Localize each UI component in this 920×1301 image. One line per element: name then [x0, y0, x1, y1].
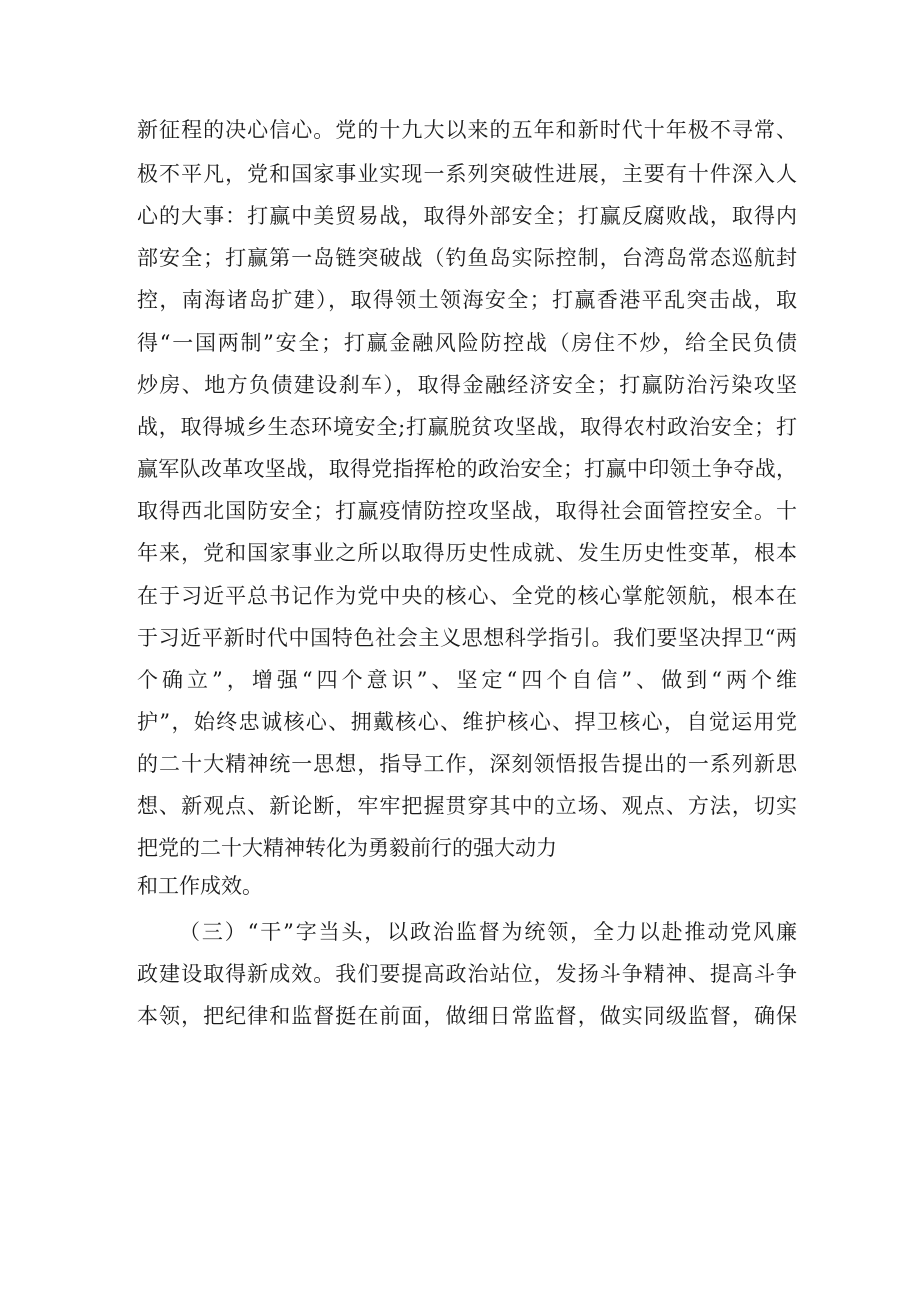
- text-line: 得“一国两制”安全；打赢金融风险防控战（房住不炒，给全民负债: [137, 331, 797, 355]
- text-line: 心的大事：打赢中美贸易战，取得外部安全；打赢反腐败战，取得内: [137, 204, 797, 228]
- text-line: 把党的二十大精神转化为勇毅前行的强大动力: [137, 836, 557, 860]
- text-line: 年来，党和国家事业之所以取得历史性成就、发生历史性变革，根本: [137, 541, 797, 565]
- text-line: 极不平凡，党和国家事业实现一系列突破性进展，主要有十件深入人: [137, 162, 797, 186]
- text-line: 部安全；打赢第一岛链突破战（钓鱼岛实际控制，台湾岛常态巡航封: [137, 246, 797, 270]
- text-line: 政建设取得新成效。我们要提高政治站位，发扬斗争精神、提高斗争: [137, 962, 797, 986]
- text-line: 护”，始终忠诚核心、拥戴核心、维护核心、捍卫核心，自觉运用党: [137, 710, 797, 734]
- text-line: 新征程的决心信心。党的十九大以来的五年和新时代十年极不寻常、: [137, 118, 797, 142]
- text-line: 在于习近平总书记作为党中央的核心、全党的核心掌舵领航，根本在: [137, 584, 797, 608]
- text-line: 本领，把纪律和监督挺在前面，做细日常监督，做实同级监督，确保: [137, 1004, 797, 1028]
- text-line: 和工作成效。: [137, 874, 263, 898]
- paragraph-heading-line: （三）“干”字当头，以政治监督为统领，全力以赴推动党风廉: [179, 920, 797, 944]
- text-line: 于习近平新时代中国特色社会主义思想科学指引。我们要坚决捍卫“两: [137, 626, 797, 650]
- text-line: 取得西北国防安全；打赢疫情防控攻坚战，取得社会面管控安全。十: [137, 499, 797, 523]
- text-line: 的二十大精神统一思想，指导工作，深刻领悟报告提出的一系列新思: [137, 752, 797, 776]
- text-line: 战，取得城乡生态环境安全;打赢脱贫攻坚战，取得农村政治安全；打: [137, 415, 797, 439]
- text-line: 赢军队改革攻坚战，取得党指挥枪的政治安全；打赢中印领土争夺战，: [137, 457, 797, 481]
- text-line: 炒房、地方负债建设刹车），取得金融经济安全；打赢防治污染攻坚: [137, 373, 797, 397]
- text-line: 想、新观点、新论断，牢牢把握贯穿其中的立场、观点、方法，切实: [137, 794, 797, 818]
- text-line: 个确立”，增强“四个意识”、坚定“四个自信”、做到“两个维: [137, 668, 797, 692]
- text-line: 控，南海诸岛扩建），取得领土领海安全；打赢香港平乱突击战，取: [137, 288, 797, 312]
